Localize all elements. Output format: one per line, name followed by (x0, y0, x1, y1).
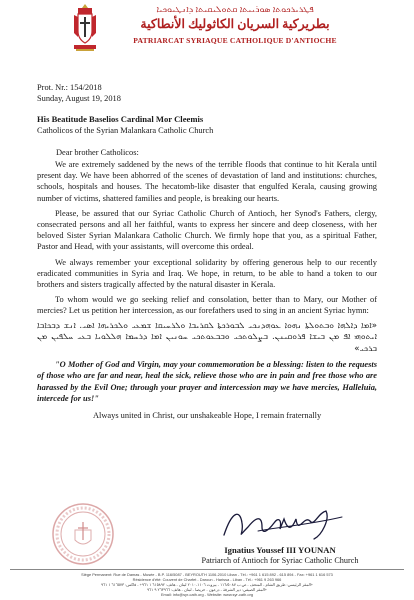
letter-body (37, 159, 377, 421)
footer-line: المقر الصيفي: دير الشرفة - درعون - حريصا - لبنان - هاتف: ٢٦٣٩٦٦ ٩ ٩٦١+ (146, 587, 268, 592)
signatory-title: Patriarch of Antioch for Syriac Catholic Church (201, 556, 359, 565)
syriac-hymn: «ܐܡܐ ܕܐܠܗܐ ܘܒܬܘܠܬܐ ܢܗܘܐ ܥܘܗܕܢܟܝ ܠܒܘܪܟܬܐ ܠܩܪܝܒܐ ܘܠܪܚܝܩܐ ܫܡܥܝ ܘܠܟܪܝܗܐ ܐܣܝ. ܐܢܫ ܕܒܟܐܒܐ ܐܝܬܘܗܝ ܐܦ ܡܢ ܒܝܫܐ ܦܪܘܩܝܢܢ. ܒܨܠܘܬܟܝ ܘܒܒܥܘܬܟܝ ܚܘܢܝܢ ܐܡܐ ܕܪܚܡܐ ܗܠܠܘܝܐ ܒܥܝ ܚܠܦܝܢ ܡܢ ܒܪܟܝ» (37, 320, 377, 354)
body-paragraph: Please, be assured that our Syriac Catholic Church of Antioch, her Synod's Fathers, clergy, consecrated persons and all her faithful, wants to express her sincere and deep closeness, with her beloved Sister Syrian Malankara Catholic Church. We firmly hope that you, as a spiritual Father, Pastor and Head, with your assistants, will overcome this ordeal. (37, 208, 377, 252)
addressee-title: Catholicos of the Syrian Malankara Catholic Church (37, 126, 214, 135)
footer-line: المقر الرئيسي: طريق الشام - المتحف - ص.ب ١١٦/٥٠٨٧ - بيروت ١١٠٦-٢٠١٠ لبنان - هاتف: ٦١٥٨٩٢ ١ ٩٦١+ - فاكس: ٦١٦٥٧٣ ١ ٩٦١+ (100, 582, 313, 587)
body-paragraph: To whom would we go seeking relief and consolation, better than to Mary, our Mother of mercies? Let us petition her intercession, as our forefathers used to sing in an ancient Syriac hymn: (37, 295, 377, 316)
body-paragraph: We are extremely saddened by the news of the terrible floods that continue to hit Kerala until present day. We have been abhorred of the scenes of devastation of land and institutions: churches, schools, hospitals and houses. The hecatomb-like disaster that engulfed Kerala, causing growing number of victims, shattered families and people, is breaking our hearts. (37, 160, 377, 203)
footer-email-link[interactable]: Email: info@syr-cath.org - Website: www.syr-cath.org (160, 592, 254, 597)
handwritten-signature (218, 505, 348, 543)
letterhead-syriac: ܦܛܪܝܪܟܘܬܐ ܣܘܪܝܝܬܐ ܩܬܘܠܝܩܝܬܐ ܕܐܢܛܝܘܟܝܐ (156, 4, 314, 14)
footer-line: Résidence d'été: Couvent de Charfet - Daroun - Harissa - Liban - Tél.: +961 9 263 966 (132, 577, 282, 582)
patriarchal-emblem-icon (70, 3, 100, 53)
hymn-translation: "O Mother of God and Virgin, may your commemoration be a blessing: listen to the requests of those who are far and near, heal the sick, relieve those who are in pain and free those who are harassed by the Evil One; through your prayer and intercession may we have mercies, Halleluia, intercede for us!" (37, 360, 377, 403)
body-paragraph: We always remember your exceptional solidarity by offering generous help to our recently eradicated communities in Syria and Iraq. We hope, in return, to be able to hand a token to our brothers and sisters tragically affected by the natural disaster in Kerala. (37, 257, 377, 290)
signatory-name: Ignatius Youssef III YOUNAN (224, 545, 336, 555)
letter-date: Sunday, August 19, 2018 (37, 94, 121, 103)
footer-line: Siège Permanent: Rue de Damas - Musée - B.P. 116/5087 - BEYROUTH 1106-2010 Liban - Tél.: +961 1 615 892 - 615 894 - Fax: +961 1 616 573 (81, 572, 333, 577)
letterhead-french: PATRIARCAT SYRIAQUE CATHOLIQUE D'ANTIOCHE (133, 36, 337, 45)
patriarchal-seal-stamp (51, 502, 115, 566)
footer-divider (10, 569, 404, 570)
salutation: Dear brother Catholicos: (56, 148, 139, 157)
addressee-name: His Beatitude Baselios Cardinal Mor Cleemis (37, 114, 204, 124)
closing-line: Always united in Christ, our unshakeable Hope, I remain fraternally (93, 410, 322, 420)
protocol-number: Prot. Nr.: 154/2018 (37, 83, 102, 92)
letterhead-arabic: بطريركية السريان الكاثوليك الأنطاكية (140, 17, 330, 31)
